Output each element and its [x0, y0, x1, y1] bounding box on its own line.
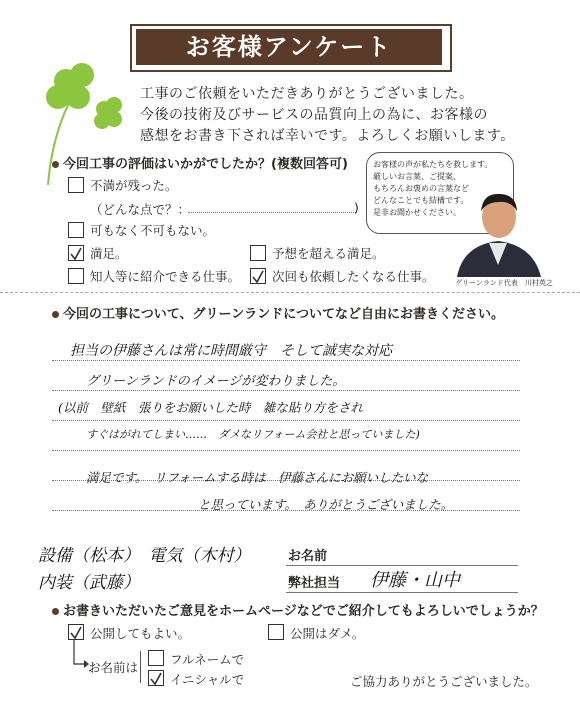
representative-caption: グリーンランド代表 川村英之 [455, 279, 553, 287]
write-line [52, 450, 520, 451]
checkbox-fullname[interactable] [148, 650, 164, 666]
write-line [52, 360, 520, 361]
option-exceeded: 予想を超える満足。 [272, 246, 385, 261]
arrow-icon [70, 640, 90, 670]
bubble-line: お客様の声が私たちを救します。 [373, 160, 493, 169]
detail-line[interactable] [188, 212, 356, 213]
q2-heading: 今回の工事について、グリーンランドについてなど自由にお書きください。 [63, 307, 504, 322]
name-label: お名前 [288, 549, 328, 564]
checkbox-dissatisfied[interactable] [68, 177, 84, 193]
checkbox-neutral[interactable] [68, 222, 84, 238]
bullet-icon [52, 311, 59, 318]
bubble-line: 厳しいお言葉、ご提案、 [373, 172, 461, 181]
page-title: お客様アンケート [136, 29, 442, 65]
option-dissatisfied: 不満が残った。 [90, 178, 178, 193]
clover-illustration [22, 45, 132, 195]
bubble-line: 是非お聞かせください。 [373, 208, 461, 217]
q1-heading: 今回工事の評価はいかがでしたか？(複数回答可) [63, 157, 348, 172]
staff-line [286, 592, 518, 593]
write-line [52, 420, 520, 421]
handwritten-line-1: 担当の伊藤さんは常に時間厳守 そして誠実な対応 [70, 343, 392, 359]
option-initial: イニシャルで [170, 672, 245, 687]
checkbox-initial[interactable] [148, 670, 164, 686]
detail-close: ) [354, 200, 359, 215]
option-publish-ok: 公開してもよい。 [90, 626, 191, 641]
checkbox-exceeded[interactable] [250, 245, 266, 261]
option-publish-ng: 公開はダメ。 [290, 626, 365, 641]
option-recommend: 知人等に紹介できる仕事。 [90, 269, 241, 284]
staff-value: 伊藤・山中 [370, 570, 460, 591]
handwritten-line-5: 満足です。 リフォームする時は 伊藤さんにお願いしたいな [86, 470, 429, 485]
check-icon [149, 672, 163, 686]
thanks-message: ご協力ありがとうございました。 [350, 674, 538, 689]
option-neutral: 可もなく不可もない。 [90, 223, 216, 238]
check-icon [69, 247, 83, 261]
staff-note-2: 内装（武藤） [38, 573, 140, 593]
handwritten-line-6: と思っています。 ありがとうございました。 [198, 497, 454, 512]
checkbox-publish-ok[interactable] [68, 624, 84, 640]
checkbox-recommend[interactable] [68, 268, 84, 284]
staff-label: 弊社担当 [288, 576, 341, 591]
option-satisfied: 満足。 [90, 246, 128, 261]
handwritten-line-4: すぐはがれてしまい…… ダメなリフォーム会社と思っていました) [86, 428, 420, 441]
intro-line-1: 工事のご依頼をいただきありがとうございました。 [140, 86, 474, 102]
detail-prompt: （どんな点で？： [90, 202, 191, 217]
checkbox-publish-ng[interactable] [268, 624, 284, 640]
handwritten-line-3: (以前 壁紙 張りをお願いした時 雑な貼り方をされ [58, 400, 363, 415]
staff-note-1: 設備（松本） 電気（木村） [38, 546, 251, 566]
intro-line-2: 今後の技術及びサービスの品質向上の為に、お客様の [140, 107, 488, 123]
checkbox-satisfied[interactable] [68, 245, 84, 261]
checkbox-next[interactable] [250, 268, 266, 284]
check-icon [251, 270, 265, 284]
bullet-icon [52, 161, 59, 168]
bracket [140, 651, 147, 683]
q3-heading: お書きいただいたご意見をホームページなどでご紹介してもよろしいでしょうか？ [63, 604, 544, 619]
write-line [52, 390, 520, 391]
bubble-line: どんなことでも結構です。 [373, 196, 469, 205]
divider [0, 292, 580, 293]
name-format-label: お名前は [88, 660, 139, 675]
intro-line-3: 感想をお書き下されば幸いです。よろしくお願いします。 [140, 128, 515, 144]
check-icon [69, 626, 83, 640]
handwritten-line-2: グリーンランドのイメージが変わりました。 [86, 374, 346, 389]
option-fullname: フルネームで [170, 652, 245, 667]
bullet-icon [52, 608, 59, 615]
representative-photo [453, 185, 543, 277]
option-next: 次回も依頼したくなる仕事。 [272, 269, 435, 284]
bubble-line: もちろんお褒めの言葉など [373, 184, 469, 193]
